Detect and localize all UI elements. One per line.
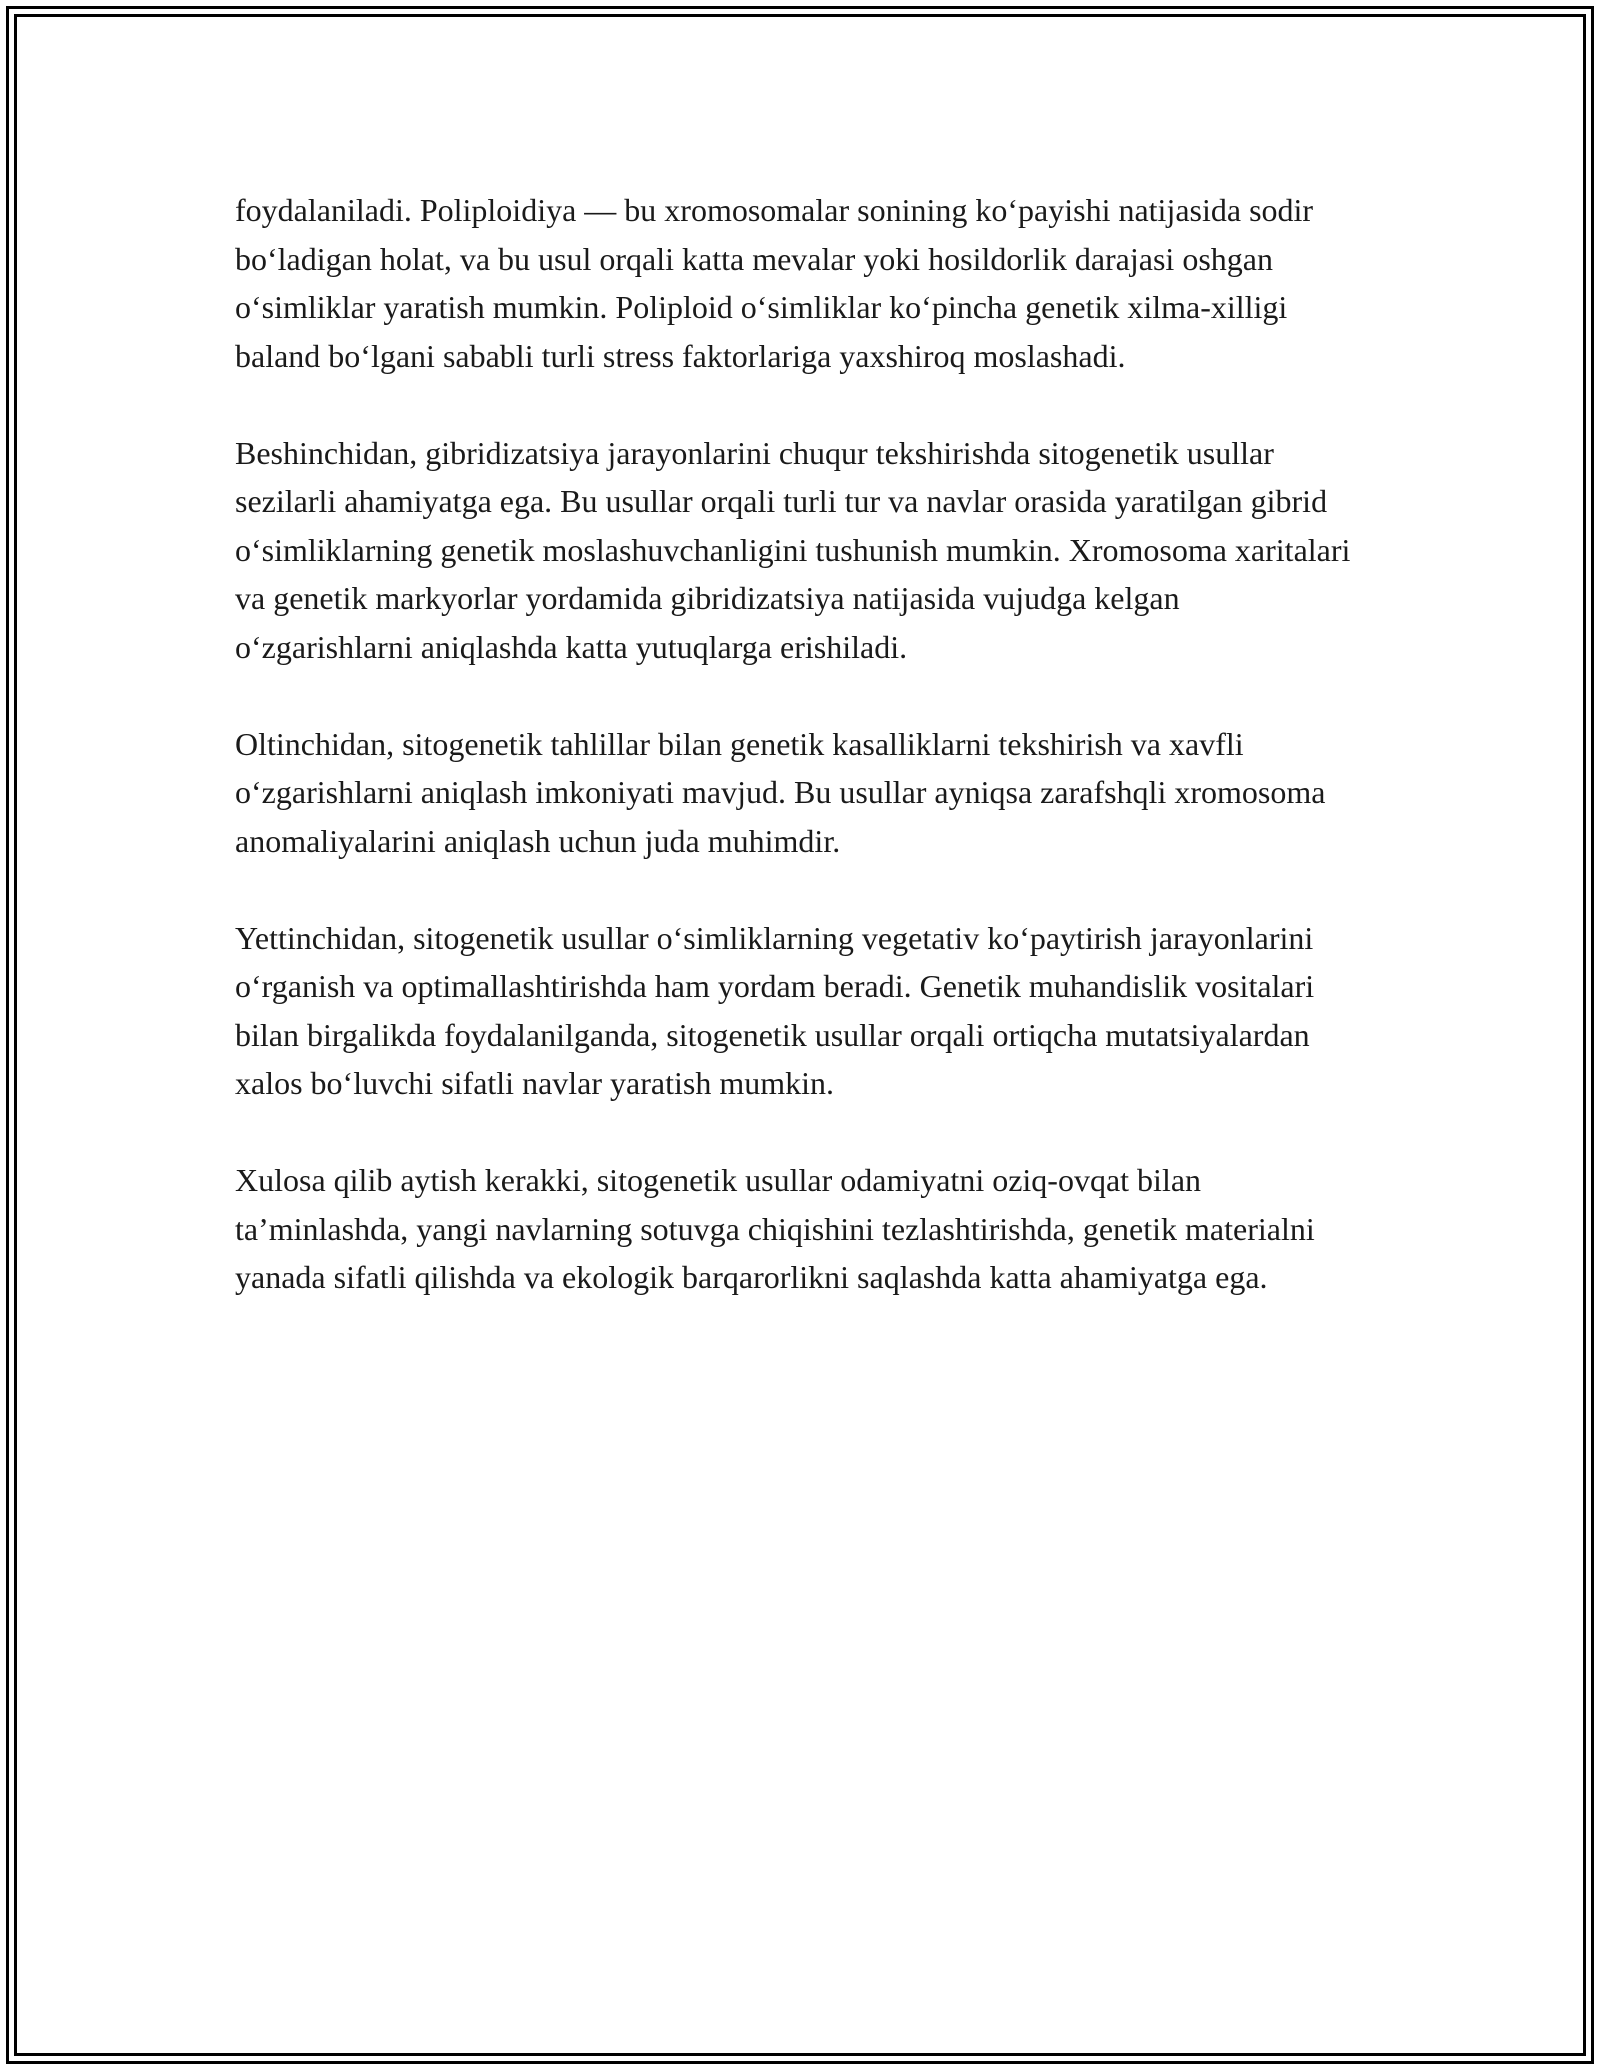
paragraph-beshinchidan: Beshinchidan, gibridizatsiya jarayonlarini chuqur tekshirishda sitogenetik usullar sezilarli ahamiyatga ega. Bu usullar orqali turli tur va navlar orasida yaratilgan gibrid o‘simliklarning genetik moslashuvchanligini tushunish mumkin. Xromosoma xaritalari va genetik markyorlar yordamida gibridizatsiya natijasida vujudga kelgan o‘zgarishlarni aniqlashda katta yutuqlarga erishiladi. [235, 434, 1351, 665]
paragraph-xulosa: Xulosa qilib aytish kerakki, sitogenetik usullar odamiyatni oziq-ovqat bilan ta’minlashda, yangi navlarning sotuvga chiqishini tezlashtirishda, genetik materialni yanada sifatli qilishda va ekologik barqarorlikni saqlashda katta ahamiyatga ega. [235, 1162, 1315, 1295]
paragraph-yettinchidan: Yettinchidan, sitogenetik usullar o‘simliklarning vegetativ ko‘paytirish jarayonlarini o‘rganish va optimallashtirishda ham yordam beradi. Genetik muhandislik vositalari bilan birgalikda foydalanilganda, sitogenetik usullar orqali ortiqcha mutatsiyalardan xalos bo‘luvchi sifatli navlar yaratish mumkin. [235, 919, 1315, 1101]
paragraph-poliploidiya: foydalaniladi. Poliploidiya — bu xromosomalar sonining ko‘payishi natijasida sodir bo‘ladigan holat, va bu usul orqali katta mevalar yoki hosildorlik darajasi oshgan o‘simliklar yaratish mumkin. Poliploid o‘simliklar ko‘pincha genetik xilma-xilligi baland bo‘lgani sababli turli stress faktorlariga yaxshiroq moslashadi. [235, 192, 1314, 374]
document-body [235, 186, 1365, 1350]
paragraph-oltinchidan: Oltinchidan, sitogenetik tahlillar bilan genetik kasalliklarni tekshirish va xavfli o‘zgarishlarni aniqlash imkoniyati mavjud. Bu usullar ayniqsa zarafshqli xromosoma anomaliyalarini aniqlash uchun juda muhimdir. [235, 725, 1326, 859]
